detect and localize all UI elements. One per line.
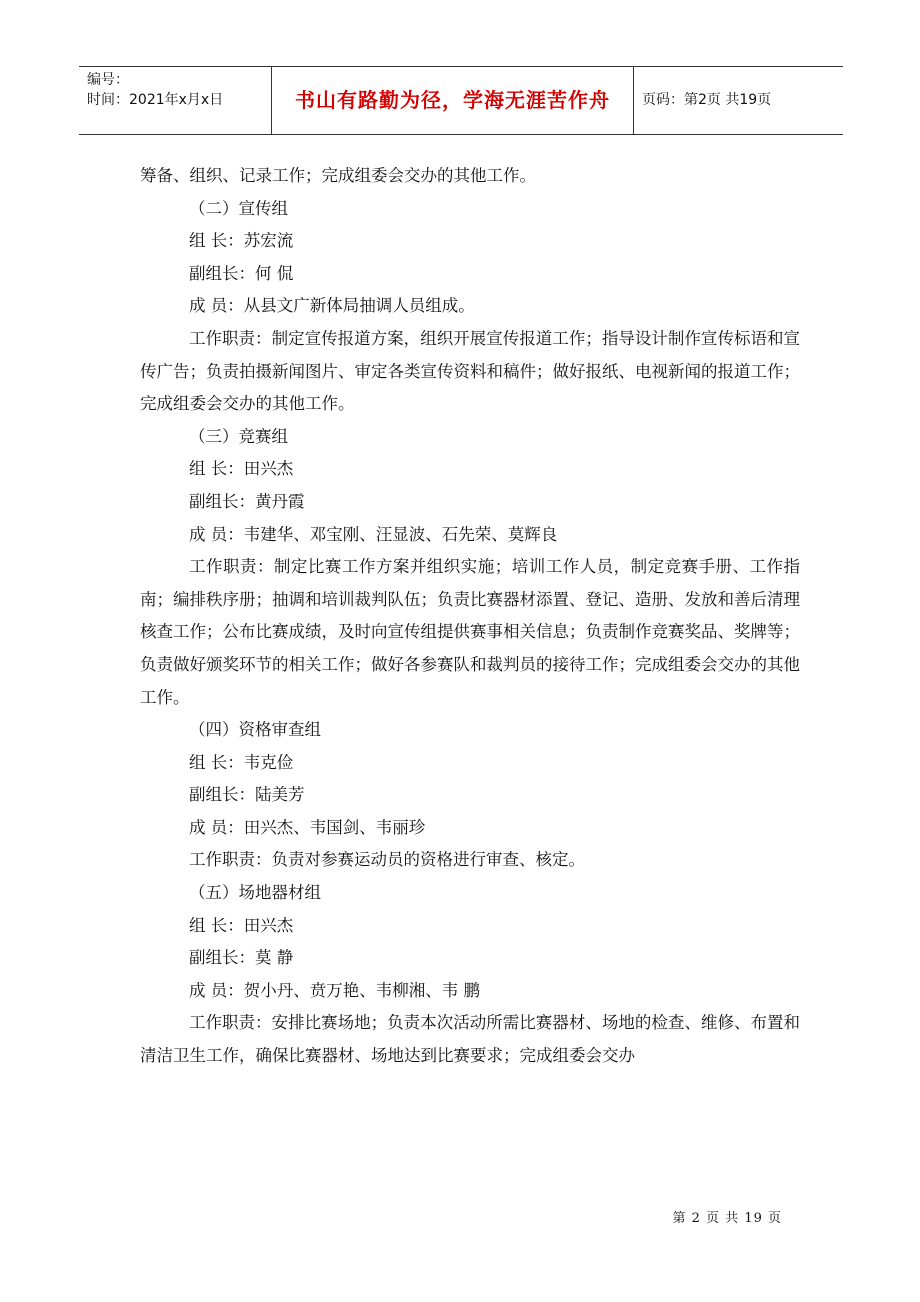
header-info-cell [79,67,272,134]
body-paragraph: 工作职责：制定宣传报道方案，组织开展宣传报道工作；指导设计制作宣传标语和宣传广告；负责拍摄新闻图片、审定各类宣传资料和稿件；做好报纸、电视新闻的报道工作；完成组委会交办的其他工作。 [140,328,800,414]
body-paragraph: 副组长：莫 静 [189,948,294,968]
document-body [140,160,800,1073]
body-paragraph: （四）资格审查组 [189,720,321,740]
body-paragraph: 副组长：何 侃 [189,263,294,283]
header-page-label: 页码：第2页 共19页 [642,92,772,108]
body-paragraph: 组 长：田兴杰 [189,459,294,479]
body-paragraph: 筹备、组织、记录工作；完成组委会交办的其他工作。 [140,166,536,185]
body-paragraph: 组 长：韦克俭 [189,752,294,772]
body-paragraph: 组 长：苏宏流 [189,231,294,251]
body-paragraph: 成 员：韦建华、邓宝刚、汪显波、石先荣、莫辉良 [189,524,558,544]
body-paragraph: （二）宣传组 [189,198,288,218]
body-paragraph: 组 长：田兴杰 [189,915,294,935]
page-footer: 第 2 页 共 19 页 [672,1211,782,1226]
body-paragraph: （五）场地器材组 [189,883,321,903]
header-motto: 书山有路勤为径，学海无涯苦作舟 [272,67,634,134]
body-paragraph: 副组长：黄丹霞 [189,491,305,511]
page-header [79,66,843,135]
body-paragraph: 成 员：田兴杰、韦国剑、韦丽珍 [189,817,426,837]
body-paragraph: 成 员：从县文广新体局抽调人员组成。 [189,296,475,316]
body-paragraph: 工作职责：安排比赛场地；负责本次活动所需比赛器材、场地的检查、维修、布置和清洁卫生工作，确保比赛器材、场地达到比赛要求；完成组委会交办 [140,1013,800,1066]
document-date-label: 时间：2021年x月x日 [87,92,224,108]
body-paragraph: 工作职责：制定比赛工作方案并组织实施；培训工作人员，制定竞赛手册、工作指南；编排秩序册；抽调和培训裁判队伍；负责比赛器材添置、登记、造册、发放和善后清理核查工作；公布比赛成绩，及时向宣传组提供赛事相关信息；负责制作竞赛奖品、奖牌等；负责做好颁奖环节的相关工作；做好各参赛队和裁判员的接待工作；完成组委会交办的其他工作。 [140,557,800,707]
body-paragraph: 副组长：陆美芳 [189,785,305,805]
body-paragraph: （三）竞赛组 [189,426,288,446]
body-paragraph: 成 员：贺小丹、贲万艳、韦柳湘、韦 鹏 [189,980,480,1000]
body-paragraph: 工作职责：负责对参赛运动员的资格进行审查、核定。 [189,850,585,870]
document-number-label: 编号： [87,72,129,88]
